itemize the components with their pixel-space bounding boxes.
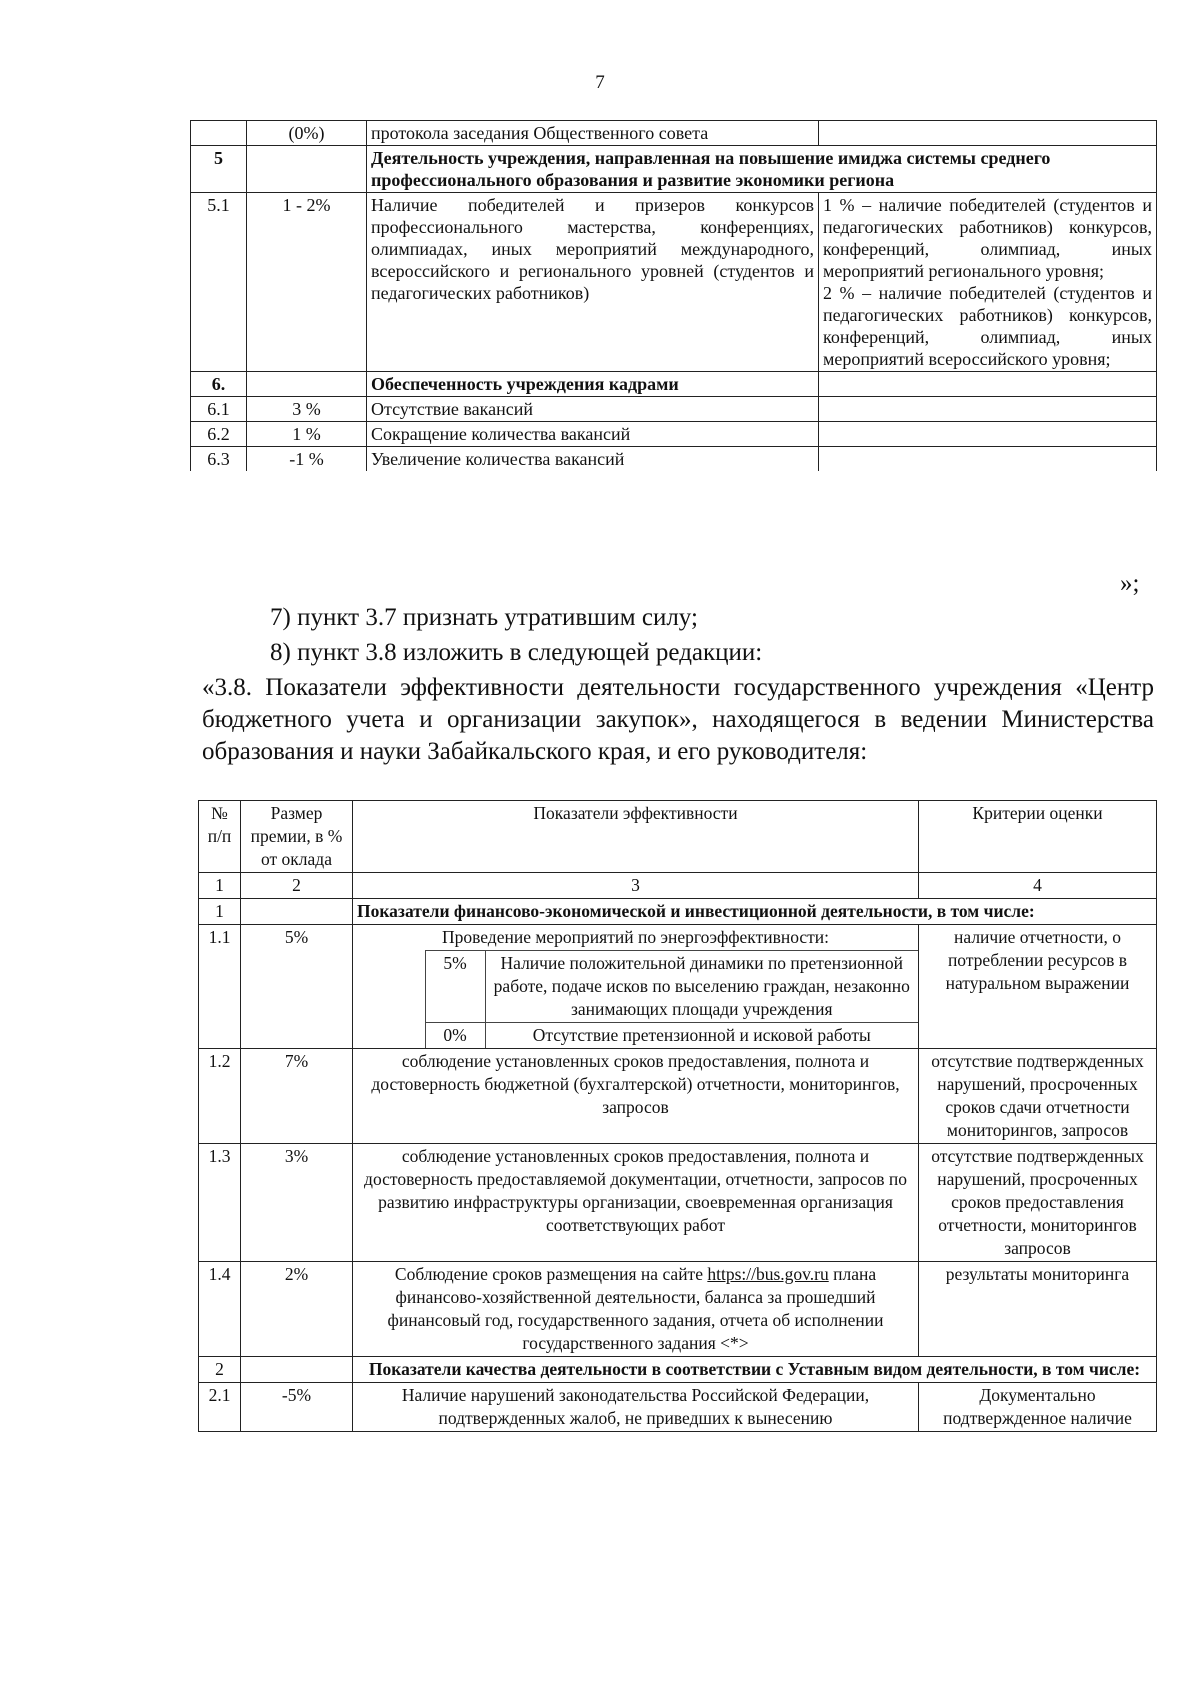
indicator-text: Сокращение количества вакансий — [367, 422, 819, 447]
table-row — [199, 1144, 1157, 1262]
indicator-cell — [353, 1262, 919, 1357]
indicator-text: протокола заседания Общественного совета — [367, 121, 819, 146]
sub-indicator-text: Наличие положительной динамики по претензионной работе, подаче исков по выселению граждан, незаконно занимающих площади учреждения — [485, 951, 918, 1023]
sub-indicator-row — [353, 1023, 918, 1049]
row-number: 1.1 — [199, 925, 241, 1049]
indicator-text: соблюдение установленных сроков предоставления, полнота и достоверность бюджетной (бухгалтерской) отчетности, мониторингов, запросов — [353, 1049, 919, 1144]
criteria-table-continued — [190, 120, 1157, 471]
table-header-row — [199, 801, 1157, 873]
column-number: 1 — [199, 873, 241, 899]
section-title: Обеспеченность учреждения кадрами — [367, 372, 819, 397]
sub-indicator-row — [353, 951, 918, 1023]
column-number: 2 — [241, 873, 353, 899]
indicator-text: Проведение мероприятий по энергоэффективности: — [441, 927, 830, 947]
bonus-size — [247, 146, 367, 193]
criteria-text — [819, 447, 1157, 472]
header-bonus-size: Размер премии, в % от оклада — [241, 801, 353, 873]
paragraph-3-8: «3.8. Показатели эффективности деятельности государственного учреждения «Центр бюджетного учета и организации закупок», находящегося в ведении Министерства образования и науки Забайкальского края, и его руководителя: — [202, 674, 1154, 765]
table-row — [191, 193, 1157, 372]
section-number: 6. — [191, 372, 247, 397]
closing-quote: »; — [1120, 570, 1140, 597]
criteria-text: 1 % – наличие победителей (студентов и педагогических работников) конкурсов, конференций, олимпиад, иных мероприятий регионального уровня; — [823, 195, 1152, 281]
bonus-size: (0%) — [247, 121, 367, 146]
indicator-text: Наличие победителей и призеров конкурсов профессионального мастерства, конференциях, олимпиадах, иных мероприятий международного, всероссийского и регионального уровней (студентов и педагогических работников) — [367, 193, 819, 372]
row-number: 6.3 — [191, 447, 247, 472]
section-title: Показатели финансово-экономической и инвестиционной деятельности, в том числе: — [353, 899, 1157, 925]
paragraph-item-8: 8) пункт 3.8 изложить в следующей редакции: — [270, 639, 763, 666]
row-number — [191, 121, 247, 146]
row-number: 1.2 — [199, 1049, 241, 1144]
bonus-size: 1 - 2% — [247, 193, 367, 372]
section-number: 5 — [191, 146, 247, 193]
criteria-text: 2 % – наличие победителей (студентов и педагогических работников) конкурсов, конференций, олимпиад, иных мероприятий всероссийского уровня; — [823, 283, 1152, 369]
bonus-size: 3% — [241, 1144, 353, 1262]
section-row — [191, 146, 1157, 193]
section-title: Деятельность учреждения, направленная на повышение имиджа системы среднего профессионального образования и развитие экономики региона — [367, 146, 1157, 193]
bus-gov-link[interactable]: https://bus.gov.ru — [707, 1264, 829, 1284]
bonus-size: 7% — [241, 1049, 353, 1144]
section-number: 2 — [199, 1357, 241, 1383]
paragraph-item-7: 7) пункт 3.7 признать утратившим силу; — [270, 604, 698, 631]
indicator-text: Увеличение количества вакансий — [367, 447, 819, 472]
bonus-size: -5% — [241, 1383, 353, 1432]
indicator-text: Наличие нарушений законодательства Российской Федерации, подтвержденных жалоб, не приведших к вынесению — [353, 1383, 919, 1432]
row-number: 1.4 — [199, 1262, 241, 1357]
indicator-cell — [353, 925, 919, 1049]
section-row — [199, 1357, 1157, 1383]
bonus-size — [247, 372, 367, 397]
indicator-text: плана финансово-хозяйственной деятельности, баланса за прошедший финансовый год, государственного задания, отчета об исполнении государственного задания <*> — [387, 1264, 884, 1353]
table-row — [191, 121, 1157, 146]
header-criteria: Критерии оценки — [919, 801, 1157, 873]
column-number: 3 — [353, 873, 919, 899]
indicator-text: Отсутствие вакансий — [367, 397, 819, 422]
criteria-cell — [819, 193, 1157, 372]
criteria-text — [819, 397, 1157, 422]
performance-indicators-table — [198, 800, 1157, 1432]
section-title: Показатели качества деятельности в соответствии с Уставным видом деятельности, в том числе: — [353, 1357, 1157, 1383]
sub-indicator-percent: 5% — [425, 951, 485, 1023]
section-row — [191, 372, 1157, 397]
sub-indicators-table — [353, 950, 918, 1048]
table-row — [191, 422, 1157, 447]
row-number: 5.1 — [191, 193, 247, 372]
table-row — [199, 1262, 1157, 1357]
table-row — [199, 1383, 1157, 1432]
row-number: 6.2 — [191, 422, 247, 447]
bonus-size: 1 % — [247, 422, 367, 447]
bonus-size: 3 % — [247, 397, 367, 422]
header-number: № п/п — [199, 801, 241, 873]
page-number: 7 — [595, 72, 605, 93]
indicator-text: соблюдение установленных сроков предоставления, полнота и достоверность предоставляемой документации, отчетности, запросов по развитию инфраструктуры организации, своевременная организация соответствующих работ — [353, 1144, 919, 1262]
sub-indicator-text: Отсутствие претензионной и исковой работы — [485, 1023, 918, 1049]
table-row — [191, 397, 1157, 422]
table-row — [199, 925, 1157, 1049]
criteria-text: результаты мониторинга — [919, 1262, 1157, 1357]
column-numbering-row — [199, 873, 1157, 899]
indicator-text: Соблюдение сроков размещения на сайте — [394, 1264, 708, 1284]
bonus-size: 5% — [241, 925, 353, 1049]
criteria-text: наличие отчетности, о потреблении ресурсов в натуральном выражении — [919, 925, 1157, 1049]
bonus-size: -1 % — [247, 447, 367, 472]
table-row — [191, 447, 1157, 472]
section-number: 1 — [199, 899, 241, 925]
criteria-text: отсутствие подтвержденных нарушений, просроченных сроков предоставления отчетности, мониторингов запросов — [919, 1144, 1157, 1262]
criteria-text — [819, 121, 1157, 146]
bonus-size: 2% — [241, 1262, 353, 1357]
criteria-text: Документально подтвержденное наличие — [919, 1383, 1157, 1432]
header-indicators: Показатели эффективности — [353, 801, 919, 873]
column-number: 4 — [919, 873, 1157, 899]
criteria-text — [819, 422, 1157, 447]
sub-indicator-percent: 0% — [425, 1023, 485, 1049]
section-row — [199, 899, 1157, 925]
row-number: 6.1 — [191, 397, 247, 422]
row-number: 2.1 — [199, 1383, 241, 1432]
criteria-text: отсутствие подтвержденных нарушений, просроченных сроков сдачи отчетности мониторингов, запросов — [919, 1049, 1157, 1144]
table-row — [199, 1049, 1157, 1144]
row-number: 1.3 — [199, 1144, 241, 1262]
criteria-text — [819, 372, 1157, 397]
